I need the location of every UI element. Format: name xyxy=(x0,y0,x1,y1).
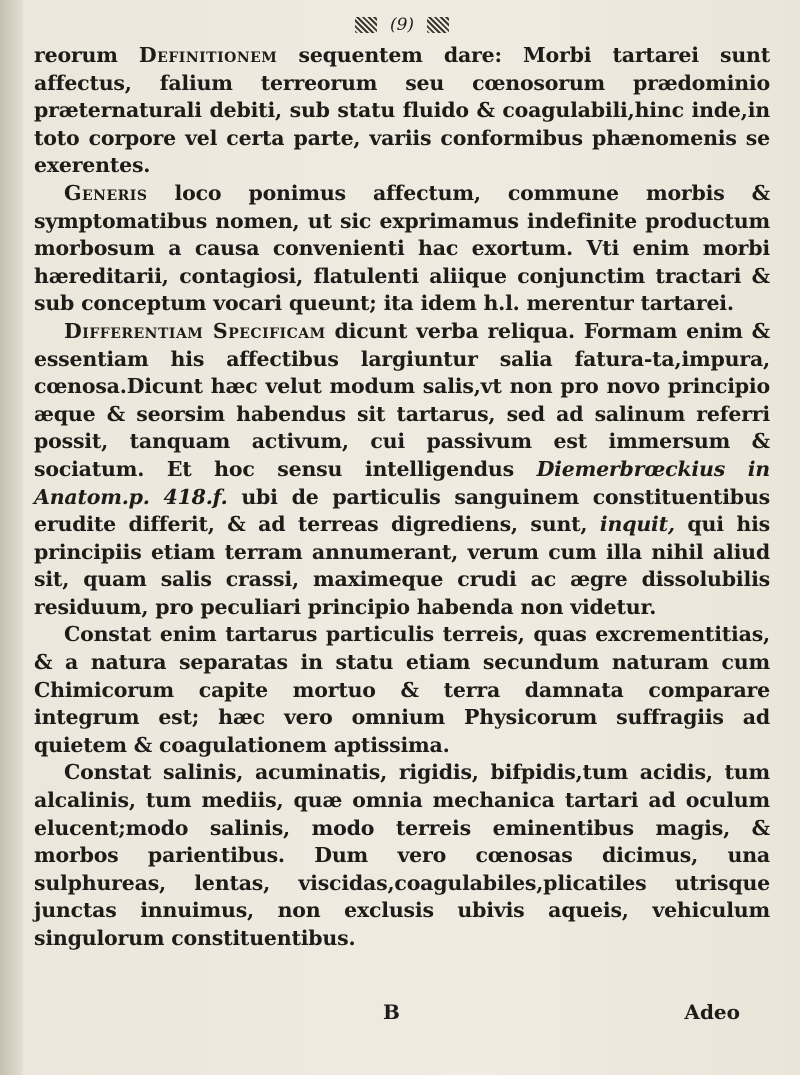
paragraph xyxy=(34,318,770,622)
text-segment: Constat salinis, acuminatis, rigidis, bifpidis,tum acidis, tum alcalinis, tum mediis, quæ omnia mechanica tartari ad oculum elucent;modo salinis, modo terreis eminentibus magis, & morbos parientibus. Dum vero cœnosas dicimus, una sulphureas, lentas, viscidas,coagulabiles,plicatiles utrisque junctas innuimus, non exclusis ubivis aqueis, vehiculum singulorum constituentibus. xyxy=(34,760,770,950)
page-header xyxy=(34,14,770,42)
text-segment: qui his principiis etiam terram annumerant, verum cum illa nihil aliud sit, quam salis crassi, maximeque crudi ac ægre dissolubilis residuum, pro peculiari principio habenda non videtur. xyxy=(34,512,770,619)
text-segment: ubi de particulis sanguinem constituentibus erudite differit, & ad terreas digrediens, sunt, xyxy=(34,484,770,537)
paragraph xyxy=(34,759,770,952)
binding-shadow xyxy=(0,0,22,1075)
text-segment: inquit, xyxy=(599,512,675,537)
catchword: Adeo xyxy=(684,1000,740,1024)
page-number: (9) xyxy=(389,14,415,35)
left-ornament-icon xyxy=(355,17,377,33)
paragraph xyxy=(34,621,770,759)
text-segment: reorum xyxy=(34,43,139,67)
right-ornament-icon xyxy=(427,17,449,33)
text-segment: Differentiam Specificam xyxy=(64,318,326,343)
text-segment: Definitionem xyxy=(138,43,278,67)
text-segment: sequentem dare: Morbi tartarei sunt affectus, falium terreorum seu cœnosorum prædominio præternaturali debiti, sub statu fluido & coagulabili,hinc inde,in toto corpore vel certa parte, variis conformibus phænomenis se exerentes. xyxy=(34,43,770,178)
text-segment: Generis xyxy=(64,180,148,205)
text-segment: Diemerbrœckius in Anatom.p. 418.f. xyxy=(34,456,770,509)
text-segment: dicunt verba reliqua. Formam enim & essentiam his affectibus largiuntur salia fatura-ta,impura, cœnosa.Dicunt hæc velut modum salis,vt non pro novo principio æque & seorsim habendus sit tartarus, sed ad salinum referri possit, tanquam activum, cui passivum est immersum & sociatum. Et hoc sensu intelligendus xyxy=(34,318,770,481)
paragraph xyxy=(34,42,770,180)
signature-mark: B xyxy=(383,1000,400,1024)
text-segment: loco ponimus affectum, commune morbis & symptomatibus nomen, ut sic exprimamus indefinite productum morbosum a causa convenienti hac exortum. Vti enim morbi hæreditarii, contagiosi, flatulenti aliique conjunctim tractari & sub conceptum vocari queunt; ita idem h.l. merentur tartarei. xyxy=(34,180,770,316)
body-text xyxy=(34,42,770,953)
text-segment: Constat enim tartarus particulis terreis, quas excrementitias, & a natura separatas in statu etiam secundum naturam cum Chimicorum capite mortuo & terra damnata comparare integrum est; hæc vero omnium Physicorum suffragiis ad quietem & coagulationem aptissima. xyxy=(34,622,770,757)
paragraph xyxy=(34,180,770,318)
